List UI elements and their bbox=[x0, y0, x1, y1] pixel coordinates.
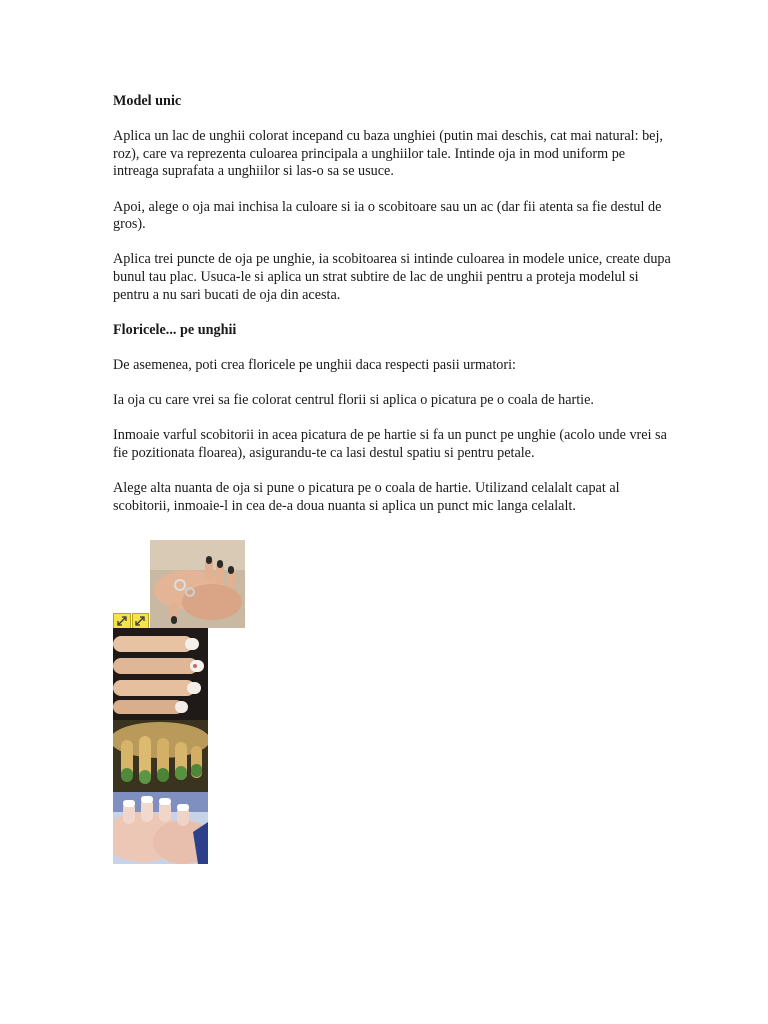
paragraph: Alege alta nuanta de oja si pune o picatura pe o coala de hartie. Utilizand celalalt capat al scobitorii, inmoaie-l in cea de-a doua nuanta si aplica un punct mic langa celalalt. bbox=[113, 480, 620, 514]
paragraph: Inmoaie varful scobitorii in acea picatura de pe hartie si fa un punct pe unghie (acolo unde vrei sa fie pozitionata floarea), asigurandu-te ca lasi destul spatiu si pentru petale. bbox=[113, 427, 667, 461]
nail-photo-yellow-nails-icon[interactable] bbox=[113, 720, 208, 792]
link-icon[interactable] bbox=[113, 613, 131, 629]
icon-strip bbox=[113, 613, 150, 629]
paragraph: Apoi, alege o oja mai inchisa la culoare si ia o scobitoare sau un ac (dar fii atenta sa fie destul de gros). bbox=[113, 198, 662, 233]
link-icon[interactable] bbox=[132, 613, 150, 629]
document-body bbox=[113, 93, 673, 533]
photo-gallery bbox=[113, 540, 253, 870]
nail-photo-pink-french-icon[interactable] bbox=[113, 792, 208, 864]
paragraph: Ia oja cu care vrei sa fie colorat centrul florii si aplica o picatura pe o coala de hartie. bbox=[113, 392, 594, 409]
section-heading-model-unic: Model unic bbox=[113, 93, 182, 109]
section-heading-floricele: Floricele... pe unghii bbox=[113, 321, 237, 338]
nail-photo-rings-icon[interactable] bbox=[150, 540, 245, 628]
paragraph: Aplica trei puncte de oja pe unghie, ia scobitoarea si intinde culoarea in modele unice, create dupa bunul tau plac. Usuca-le si aplica un strat subtire de lac de unghii pentru a proteja modelul si pentru a nu sari bucati de oja din acesta. bbox=[113, 251, 671, 303]
paragraph: De asemenea, poti crea floricele pe unghii daca respecti pasii urmatori: bbox=[113, 356, 516, 373]
paragraph: Aplica un lac de unghii colorat incepand cu baza unghiei (putin mai deschis, cat mai natural: bej, roz), care va reprezenta culoarea principala a unghiilor tale. Intinde oja in mod uniform pe intreaga suprafata a unghiilor si las-o sa se usuce. bbox=[113, 128, 663, 180]
nail-photo-french-tips-icon[interactable] bbox=[113, 628, 208, 720]
